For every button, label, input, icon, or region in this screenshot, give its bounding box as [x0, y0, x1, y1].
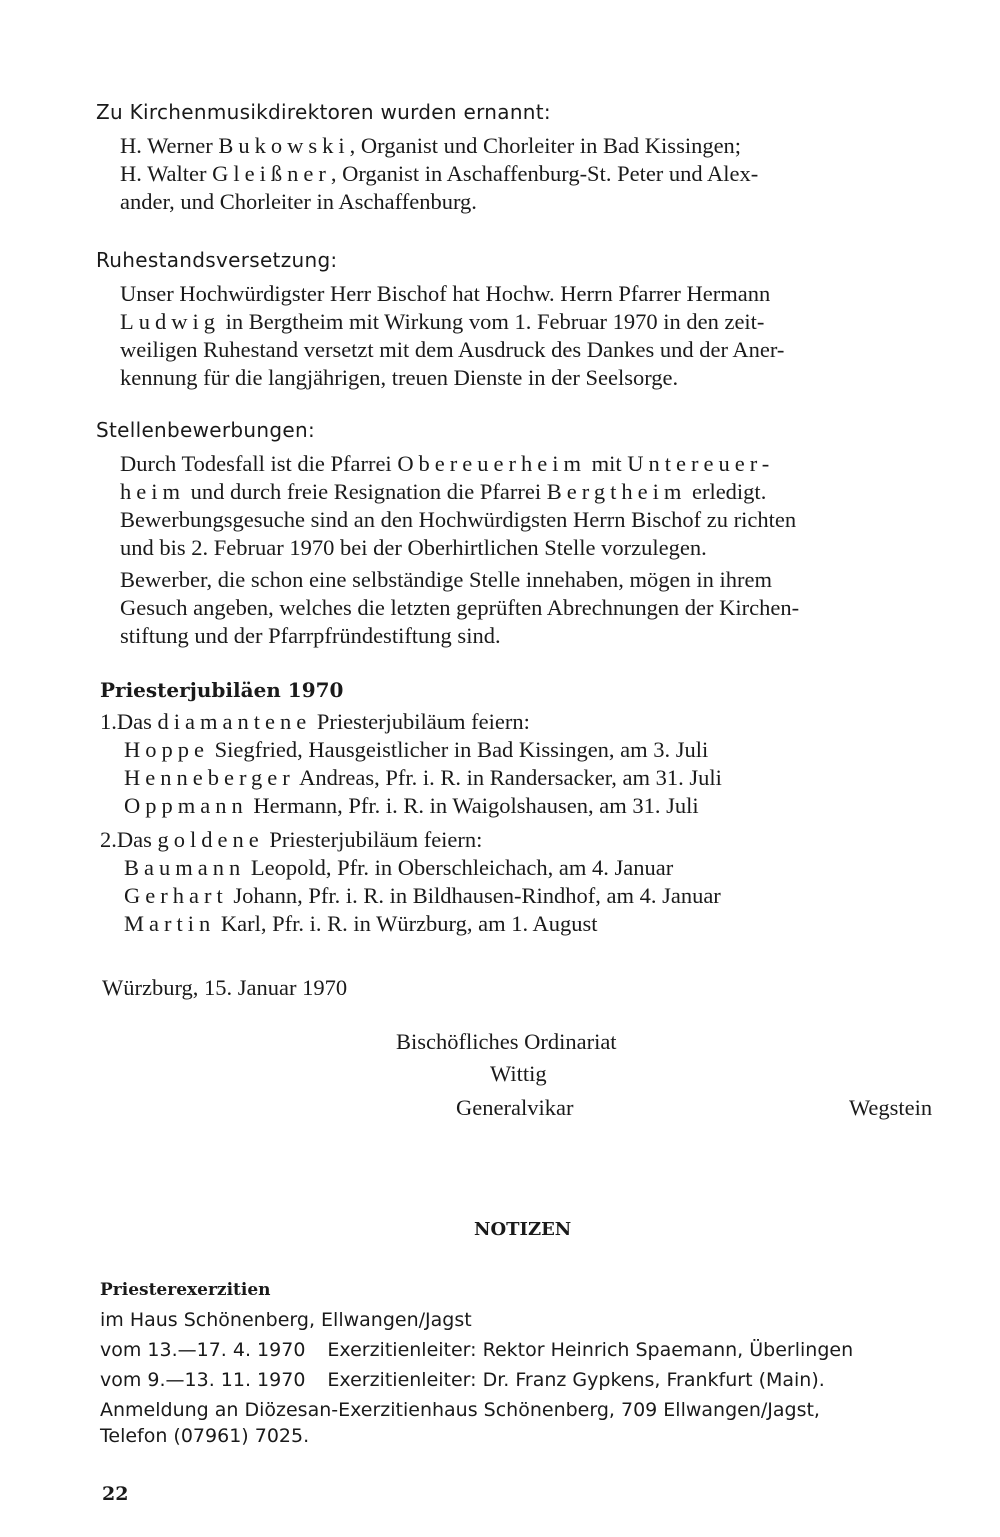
page-number: 22	[102, 1483, 129, 1505]
vacancy-line-6: Gesuch angeben, welches die letzten geprüften Abrechnungen der Kirchen-	[120, 595, 800, 620]
spaced-name: Bukowski	[218, 133, 350, 158]
jubilee-row: Oppmann Hermann, Pfr. i. R. in Waigolshausen, am 31. Juli	[124, 793, 699, 818]
spaced-name: Ludwig	[120, 309, 220, 334]
retirement-line-1: Unser Hochwürdigster Herr Bischof hat Hochw. Herrn Pfarrer Hermann	[120, 281, 771, 306]
jubilee-row: Henneberger Andreas, Pfr. i. R. in Randersacker, am 31. Juli	[124, 765, 722, 790]
heading-kirchenmusikdirektoren: Zu Kirchenmusikdirektoren wurden ernannt:	[96, 100, 551, 124]
heading-stellenbewerbungen: Stellenbewerbungen:	[96, 418, 315, 442]
heading-priesterjubilaeen: Priesterjubiläen 1970	[100, 678, 344, 702]
signature-office: Bischöfliches Ordinariat	[396, 1029, 617, 1054]
spaced-name: Gleißner	[212, 161, 331, 186]
signature-name: Wittig	[490, 1061, 547, 1086]
spaced-name: Baumann	[124, 855, 246, 880]
retreat-row-1: vom 13.—17. 4. 1970 Exerzitienleiter: Rektor Heinrich Spaemann, Überlingen	[100, 1339, 854, 1361]
spaced-name: Gerhart	[124, 883, 228, 908]
appointment-line-1: H. Werner Bukowski, Organist und Chorleiter in Bad Kissingen;	[120, 133, 742, 158]
retirement-line-4: kennung für die langjährigen, treuen Dienste in der Seelsorge.	[120, 365, 679, 390]
jubilee-group-1-heading: 1.Das diamantene Priesterjubiläum feiern:	[100, 709, 530, 734]
vacancy-line-7: stiftung und der Pfarrpfründestiftung sind.	[120, 623, 501, 648]
spaced-name: Hoppe	[124, 737, 209, 762]
vacancy-line-1: Durch Todesfall ist die Pfarrei Obereuerheim mit Untereuer-	[120, 451, 775, 476]
registration-line-2: Telefon (07961) 7025.	[100, 1425, 310, 1447]
heading-ruhestandsversetzung: Ruhestandsversetzung:	[96, 248, 338, 272]
heading-priesterexerzitien: Priesterexerzitien	[100, 1280, 271, 1300]
appointment-line-3: ander, und Chorleiter in Aschaffenburg.	[120, 189, 477, 214]
jubilee-row: Hoppe Siegfried, Hausgeistlicher in Bad Kissingen, am 3. Juli	[124, 737, 709, 762]
vacancy-line-4: und bis 2. Februar 1970 bei der Oberhirtlichen Stelle vorzulegen.	[120, 535, 707, 560]
vacancy-line-5: Bewerber, die schon eine selbständige Stelle innehaben, mögen in ihrem	[120, 567, 773, 592]
spaced-name: Martin	[124, 911, 216, 936]
spaced-name: Bergtheim	[546, 479, 687, 504]
spaced-name: Obereuerheim	[397, 451, 586, 476]
heading-notizen: NOTIZEN	[474, 1219, 572, 1240]
signature-title: Generalvikar	[456, 1095, 574, 1120]
spaced-name: heim	[120, 479, 185, 504]
spaced-name: Untereuer-	[627, 451, 775, 476]
place-date: Würzburg, 15. Januar 1970	[102, 975, 348, 1000]
signature-name-2: Wegstein	[849, 1095, 933, 1120]
spaced-word: diamantene	[157, 709, 312, 734]
spaced-name: Henneberger	[124, 765, 295, 790]
vacancy-line-2: heim und durch freie Resignation die Pfarrei Bergtheim erledigt.	[120, 479, 767, 504]
registration-line-1: Anmeldung an Diözesan-Exerzitienhaus Schönenberg, 709 Ellwangen/Jagst,	[100, 1399, 820, 1421]
retreat-location: im Haus Schönenberg, Ellwangen/Jagst	[100, 1309, 472, 1331]
retirement-line-3: weiligen Ruhestand versetzt mit dem Ausdruck des Dankes und der Aner-	[120, 337, 785, 362]
vacancy-line-3: Bewerbungsgesuche sind an den Hochwürdigsten Herrn Bischof zu richten	[120, 507, 797, 532]
jubilee-group-2-heading: 2.Das goldene Priesterjubiläum feiern:	[100, 827, 483, 852]
spaced-name: Oppmann	[124, 793, 248, 818]
retirement-line-2: Ludwig in Bergtheim mit Wirkung vom 1. Februar 1970 in den zeit-	[120, 309, 765, 334]
jubilee-row: Gerhart Johann, Pfr. i. R. in Bildhausen-Rindhof, am 4. Januar	[124, 883, 721, 908]
appointment-line-2: H. Walter Gleißner, Organist in Aschaffenburg-St. Peter und Alex-	[120, 161, 759, 186]
retreat-row-2: vom 9.—13. 11. 1970 Exerzitienleiter: Dr. Franz Gypkens, Frankfurt (Main).	[100, 1369, 825, 1391]
jubilee-row: Martin Karl, Pfr. i. R. in Würzburg, am 1. August	[124, 911, 598, 936]
spaced-word: goldene	[157, 827, 264, 852]
jubilee-row: Baumann Leopold, Pfr. in Oberschleichach, am 4. Januar	[124, 855, 674, 880]
